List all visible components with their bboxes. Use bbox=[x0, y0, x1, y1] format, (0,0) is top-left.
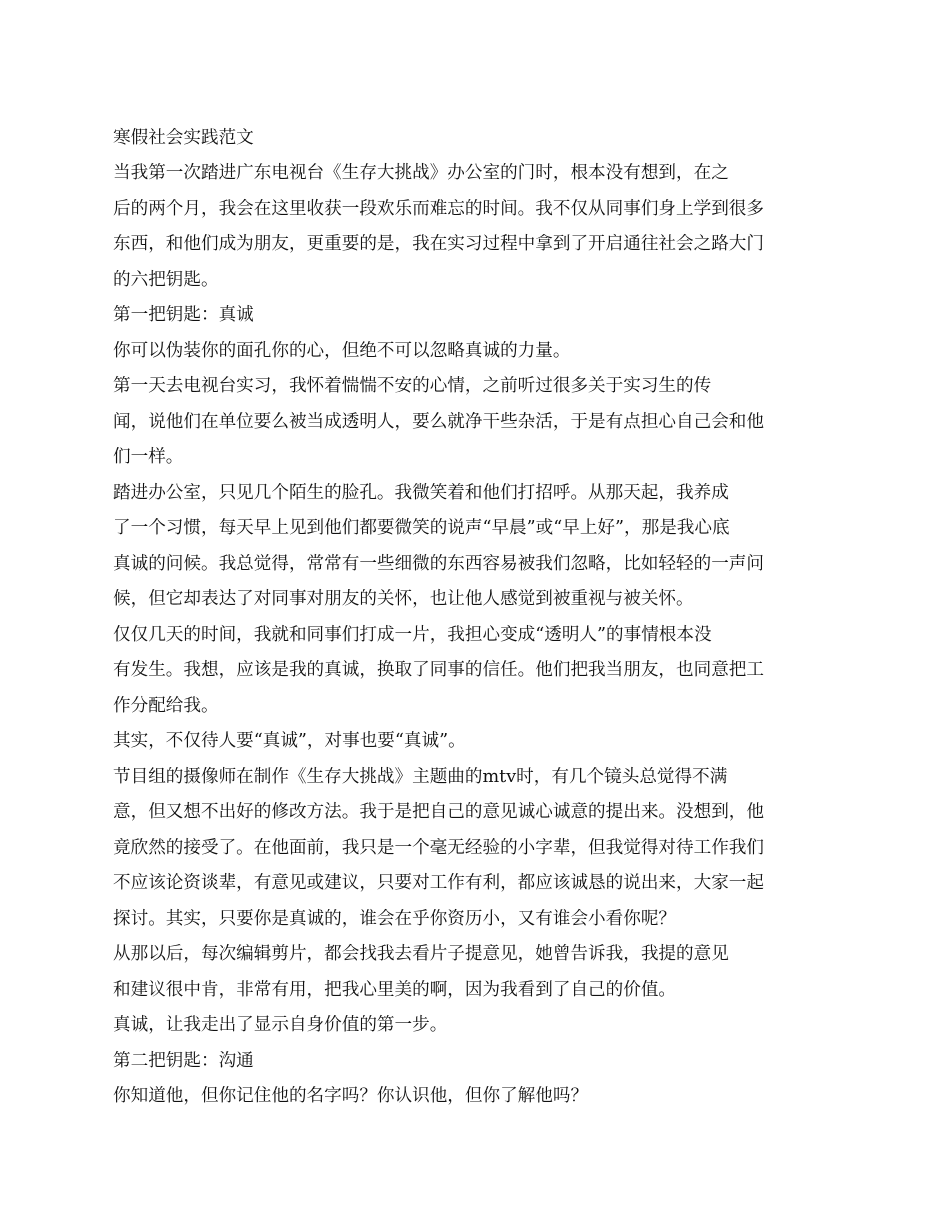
text-line: 竟欣然的接受了。在他面前，我只是一个毫无经验的小字辈，但我觉得对待工作我们 bbox=[113, 838, 764, 858]
text-line: 你知道他，但你记住他的名字吗？你认识他，但你了解他吗？ bbox=[113, 1086, 589, 1106]
text-line: 们一样。 bbox=[113, 447, 184, 467]
document-title: 寒假社会实践范文 bbox=[113, 128, 254, 148]
text-line: 从那以后，每次编辑剪片，都会找我去看片子提意见，她曾告诉我，我提的意见 bbox=[113, 944, 729, 964]
text-line: 你可以伪装你的面孔你的心，但绝不可以忽略真诚的力量。 bbox=[113, 341, 571, 361]
text-line: 后的两个月，我会在这里收获一段欢乐而难忘的时间。我不仅从同事们身上学到很多 bbox=[113, 199, 764, 219]
text-line: 候，但它却表达了对同事对朋友的关怀，也让他人感觉到被重视与被关怀。 bbox=[113, 589, 694, 609]
text-line: 意，但又想不出好的修改方法。我于是把自己的意见诚心诚意的提出来。没想到，他 bbox=[113, 802, 764, 822]
text-line: 仅仅几天的时间，我就和同事们打成一片，我担心变成“透明人”的事情根本没 bbox=[113, 625, 712, 645]
text-line: 当我第一次踏进广东电视台《生存大挑战》办公室的门时，根本没有想到，在之 bbox=[113, 163, 729, 183]
text-line: 东西，和他们成为朋友，更重要的是，我在实习过程中拿到了开启通往社会之路大门 bbox=[113, 234, 764, 254]
text-line: 闻，说他们在单位要么被当成透明人，要么就净干些杂活，于是有点担心自己会和他 bbox=[113, 412, 764, 432]
text-line: 真诚，让我走出了显示自身价值的第一步。 bbox=[113, 1015, 448, 1035]
text-line: 不应该论资谈辈，有意见或建议，只要对工作有利，都应该诚恳的说出来，大家一起 bbox=[113, 873, 764, 893]
text-line: 踏进办公室，只见几个陌生的脸孔。我微笑着和他们打招呼。从那天起，我养成 bbox=[113, 483, 729, 503]
text-line: 第一天去电视台实习，我怀着惴惴不安的心情，之前听过很多关于实习生的传 bbox=[113, 376, 712, 396]
text-line: 其实，不仅待人要“真诚”，对事也要“真诚”。 bbox=[113, 731, 466, 751]
text-line: 节目组的摄像师在制作《生存大挑战》主题曲的mtv时，有几个镜头总觉得不满 bbox=[113, 767, 728, 787]
section-heading: 第一把钥匙：真诚 bbox=[113, 305, 254, 325]
text-line: 的六把钥匙。 bbox=[113, 270, 219, 290]
text-line: 有发生。我想，应该是我的真诚，换取了同事的信任。他们把我当朋友，也同意把工 bbox=[113, 660, 764, 680]
text-line: 和建议很中肯，非常有用，把我心里美的啊，因为我看到了自己的价值。 bbox=[113, 980, 677, 1000]
text-line: 探讨。其实，只要你是真诚的，谁会在乎你资历小，又有谁会小看你呢？ bbox=[113, 909, 677, 929]
text-line: 真诚的问候。我总觉得，常常有一些细微的东西容易被我们忽略，比如轻轻的一声问 bbox=[113, 554, 764, 574]
text-line: 了一个习惯，每天早上见到他们都要微笑的说声“早晨”或“早上好”，那是我心底 bbox=[113, 518, 730, 538]
section-heading: 第二把钥匙：沟通 bbox=[113, 1051, 254, 1071]
text-line: 作分配给我。 bbox=[113, 696, 219, 716]
